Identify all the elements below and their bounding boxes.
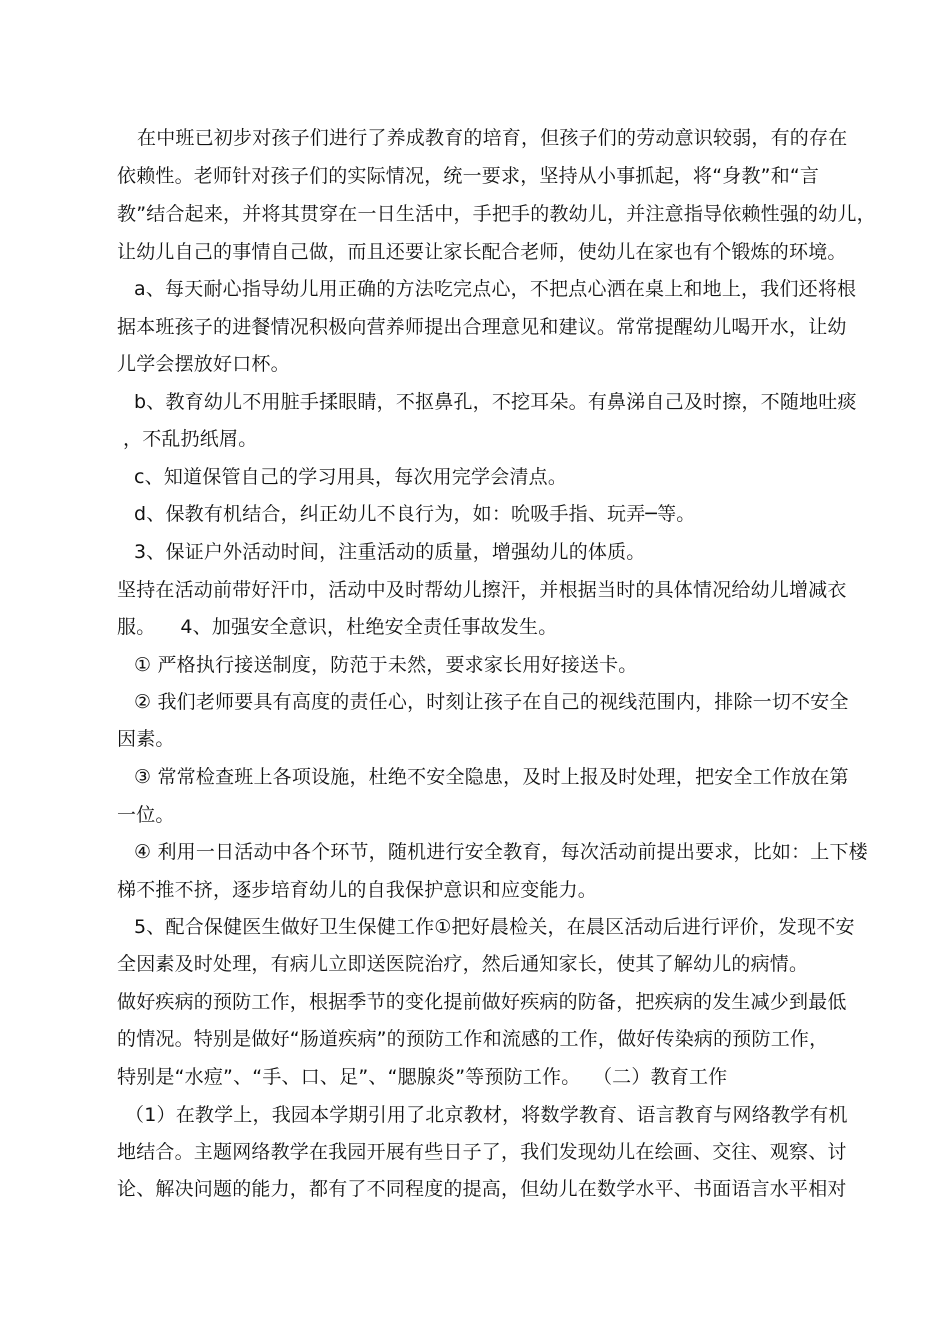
paragraph-line: ④ 利用一日活动中各个环节，随机进行安全教育，每次活动前提出要求，比如：上下楼 — [134, 841, 868, 863]
paragraph-line: 全因素及时处理，有病儿立即送医院治疗，然后通知家长，使其了解幼儿的病情。 — [117, 953, 809, 975]
paragraph-line: 据本班孩子的进餐情况积极向营养师提出合理意见和建议。常常提醒幼儿喝开水，让幼 — [117, 316, 847, 338]
paragraph-line: 梯不推不挤，逐步培育幼儿的自我保护意识和应变能力。 — [117, 879, 598, 901]
paragraph-line: 一位。 — [117, 804, 175, 826]
paragraph-line: 教”结合起来，并将其贯穿在一日生活中，手把手的教幼儿，并注意指导依赖性强的幼儿， — [117, 203, 876, 225]
paragraph-line: （1）在教学上，我园本学期引用了北京教材，将数学教育、语言教育与网络教学有机 — [125, 1104, 848, 1126]
paragraph-line: c、知道保管自己的学习用具，每次用完学会清点。 — [134, 466, 568, 488]
paragraph-line: ② 我们老师要具有高度的责任心，时刻让孩子在自己的视线范围内，排除一切不安全 — [134, 691, 849, 713]
paragraph-line: 在中班已初步对孩子们进行了养成教育的培育，但孩子们的劳动意识较弱，有的存在 — [137, 127, 848, 149]
paragraph-line: 3、保证户外活动时间，注重活动的质量，增强幼儿的体质。 — [134, 541, 646, 563]
paragraph-line: 特别是“水痘”、“手、口、足”、“腮腺炎”等预防工作。 （二）教育工作 — [117, 1066, 728, 1088]
paragraph-line: 儿学会摆放好口杯。 — [117, 353, 290, 375]
paragraph-line: 的情况。特别是做好“肠道疾病”的预防工作和流感的工作，做好传染病的预防工作， — [117, 1028, 829, 1050]
paragraph-line: 论、解决问题的能力，都有了不同程度的提高，但幼儿在数学水平、书面语言水平相对 — [117, 1178, 847, 1200]
paragraph-line: b、教育幼儿不用脏手揉眼睛，不抠鼻孔，不挖耳朵。有鼻涕自己及时擦，不随地吐痰 — [134, 391, 857, 413]
paragraph-line: ，不乱扔纸屑。 — [123, 428, 258, 450]
paragraph-line: 因素。 — [117, 728, 175, 750]
paragraph-line: 让幼儿自己的事情自己做，而且还要让家长配合老师，使幼儿在家也有个锻炼的环境。 — [117, 241, 847, 263]
paragraph-line: a、每天耐心指导幼儿用正确的方法吃完点心，不把点心洒在桌上和地上，我们还将根 — [134, 278, 857, 300]
paragraph-line: ③ 常常检查班上各项设施，杜绝不安全隐患，及时上报及时处理，把安全工作放在第 — [134, 766, 849, 788]
paragraph-line: 5、配合保健医生做好卫生保健工作①把好晨检关，在晨区活动后进行评价，发现不安 — [134, 916, 855, 938]
paragraph-line: 依赖性。老师针对孩子们的实际情况，统一要求，坚持从小事抓起，将“身教”和“言 — [117, 165, 820, 187]
paragraph-line: 服。 4、加强安全意识，杜绝安全责任事故发生。 — [117, 616, 558, 638]
paragraph-line: 坚持在活动前带好汗巾，活动中及时帮幼儿擦汗，并根据当时的具体情况给幼儿增减衣 — [117, 579, 847, 601]
paragraph-line: 做好疾病的预防工作，根据季节的变化提前做好疾病的防备，把疾病的发生减少到最低 — [117, 991, 847, 1013]
paragraph-line: 地结合。主题网络教学在我园开展有些日子了，我们发现幼儿在绘画、交往、观察、讨 — [117, 1141, 847, 1163]
paragraph-line: d、保教有机结合，纠正幼儿不良行为，如：吮吸手指、玩弄─等。 — [134, 503, 696, 525]
paragraph-line: ① 严格执行接送制度，防范于未然，要求家长用好接送卡。 — [134, 654, 638, 676]
